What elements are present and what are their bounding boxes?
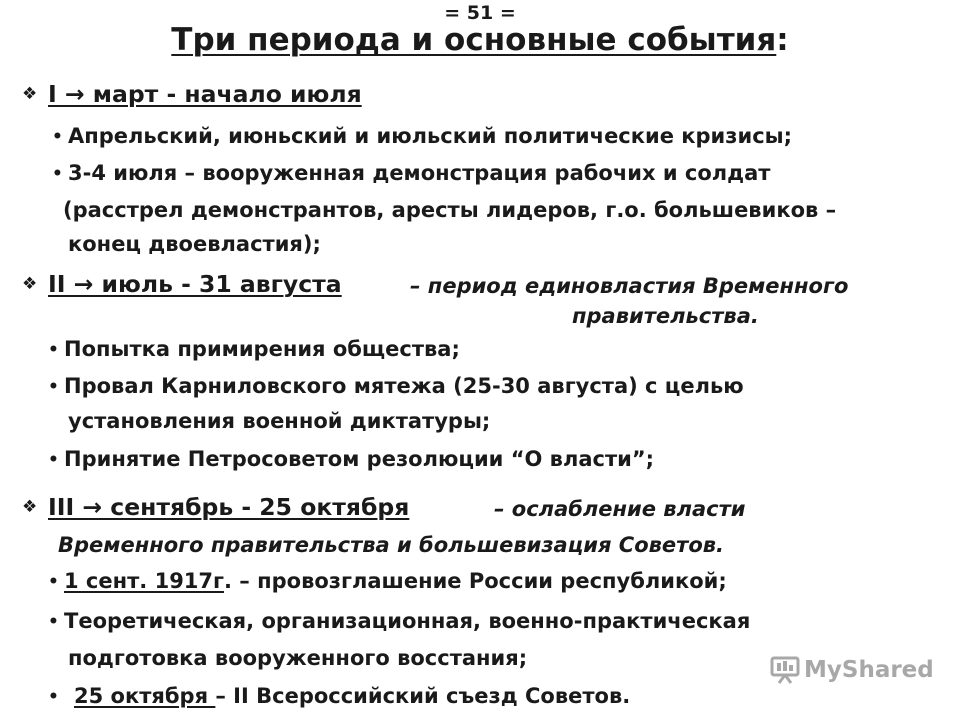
watermark (770, 656, 934, 684)
bullet-icon: • (52, 127, 63, 147)
period-3-item-1 (48, 569, 727, 593)
page-title-text: Три периода и основные события (171, 22, 777, 58)
bullet-icon: • (48, 572, 59, 592)
period-2-item-1 (48, 337, 460, 361)
bullet-icon: • (48, 612, 59, 632)
period-1-item-2-line-2: (расстрел демонстрантов, аресты лидеров, г.о. большевиков – (63, 198, 837, 222)
period-2-note-line-2: правительства. (572, 304, 759, 328)
item-text: Теоретическая, организационная, военно-практическая (64, 609, 751, 633)
period-1-heading (22, 80, 362, 108)
item-text: 3-4 июля – вооруженная демонстрация рабочих и солдат (68, 161, 771, 185)
period-3-item-2 (48, 609, 750, 633)
bullet-icon: • (48, 450, 59, 470)
bullet-icon: • (48, 340, 59, 360)
bullet-icon: • (48, 377, 59, 397)
period-2-heading (22, 270, 342, 298)
period-2-item-2-line-2: установления военной диктатуры; (68, 409, 491, 433)
presentation-board-icon (770, 656, 800, 684)
period-2-item-2 (48, 374, 744, 398)
period-3-note-line-2: Временного правительства и большевизация Советов. (58, 533, 725, 557)
item-text: Принятие Петросоветом резолюции “О власти”; (64, 447, 655, 471)
period-3-label: III → сентябрь - 25 октября (48, 493, 410, 521)
bullet-icon: • (52, 164, 63, 184)
item-text: – II Всероссийский съезд Советов. (215, 684, 631, 708)
period-2-note-line-1: – период единовластия Временного (410, 274, 849, 298)
period-3-item-3 (48, 684, 630, 708)
period-3-note-line-1: – ослабление власти (494, 497, 746, 521)
page-title (0, 22, 960, 58)
period-2-item-3 (48, 447, 654, 471)
period-1-item-2-line-3: конец двоевластия); (68, 232, 321, 256)
period-1-label: I → март - начало июля (48, 80, 362, 108)
item-text: Апрельский, июньский и июльский политические кризисы; (68, 124, 793, 148)
bullet-icon: • (48, 687, 59, 707)
item-text: Провал Карниловского мятежа (25-30 августа) с целью (64, 374, 744, 398)
period-1-item-1 (52, 124, 792, 148)
period-3-heading (22, 493, 409, 521)
diamond-bullet-icon: ❖ (22, 274, 38, 294)
watermark-text: MyShared (804, 657, 934, 683)
period-2-label: II → июль - 31 августа (48, 270, 342, 298)
period-3-item-2-line-2: подготовка вооруженного восстания; (68, 646, 528, 670)
diamond-bullet-icon: ❖ (22, 497, 38, 517)
item-date: 25 октября (74, 684, 216, 708)
item-text: Попытка примирения общества; (64, 337, 460, 361)
page-number: = 51 = (444, 2, 516, 24)
item-date: 1 сент. 1917г (64, 569, 225, 593)
item-text: . – провозглашение России республикой; (224, 569, 727, 593)
page-title-suffix: : (776, 22, 789, 58)
period-1-item-2 (52, 161, 770, 185)
diamond-bullet-icon: ❖ (22, 84, 38, 104)
